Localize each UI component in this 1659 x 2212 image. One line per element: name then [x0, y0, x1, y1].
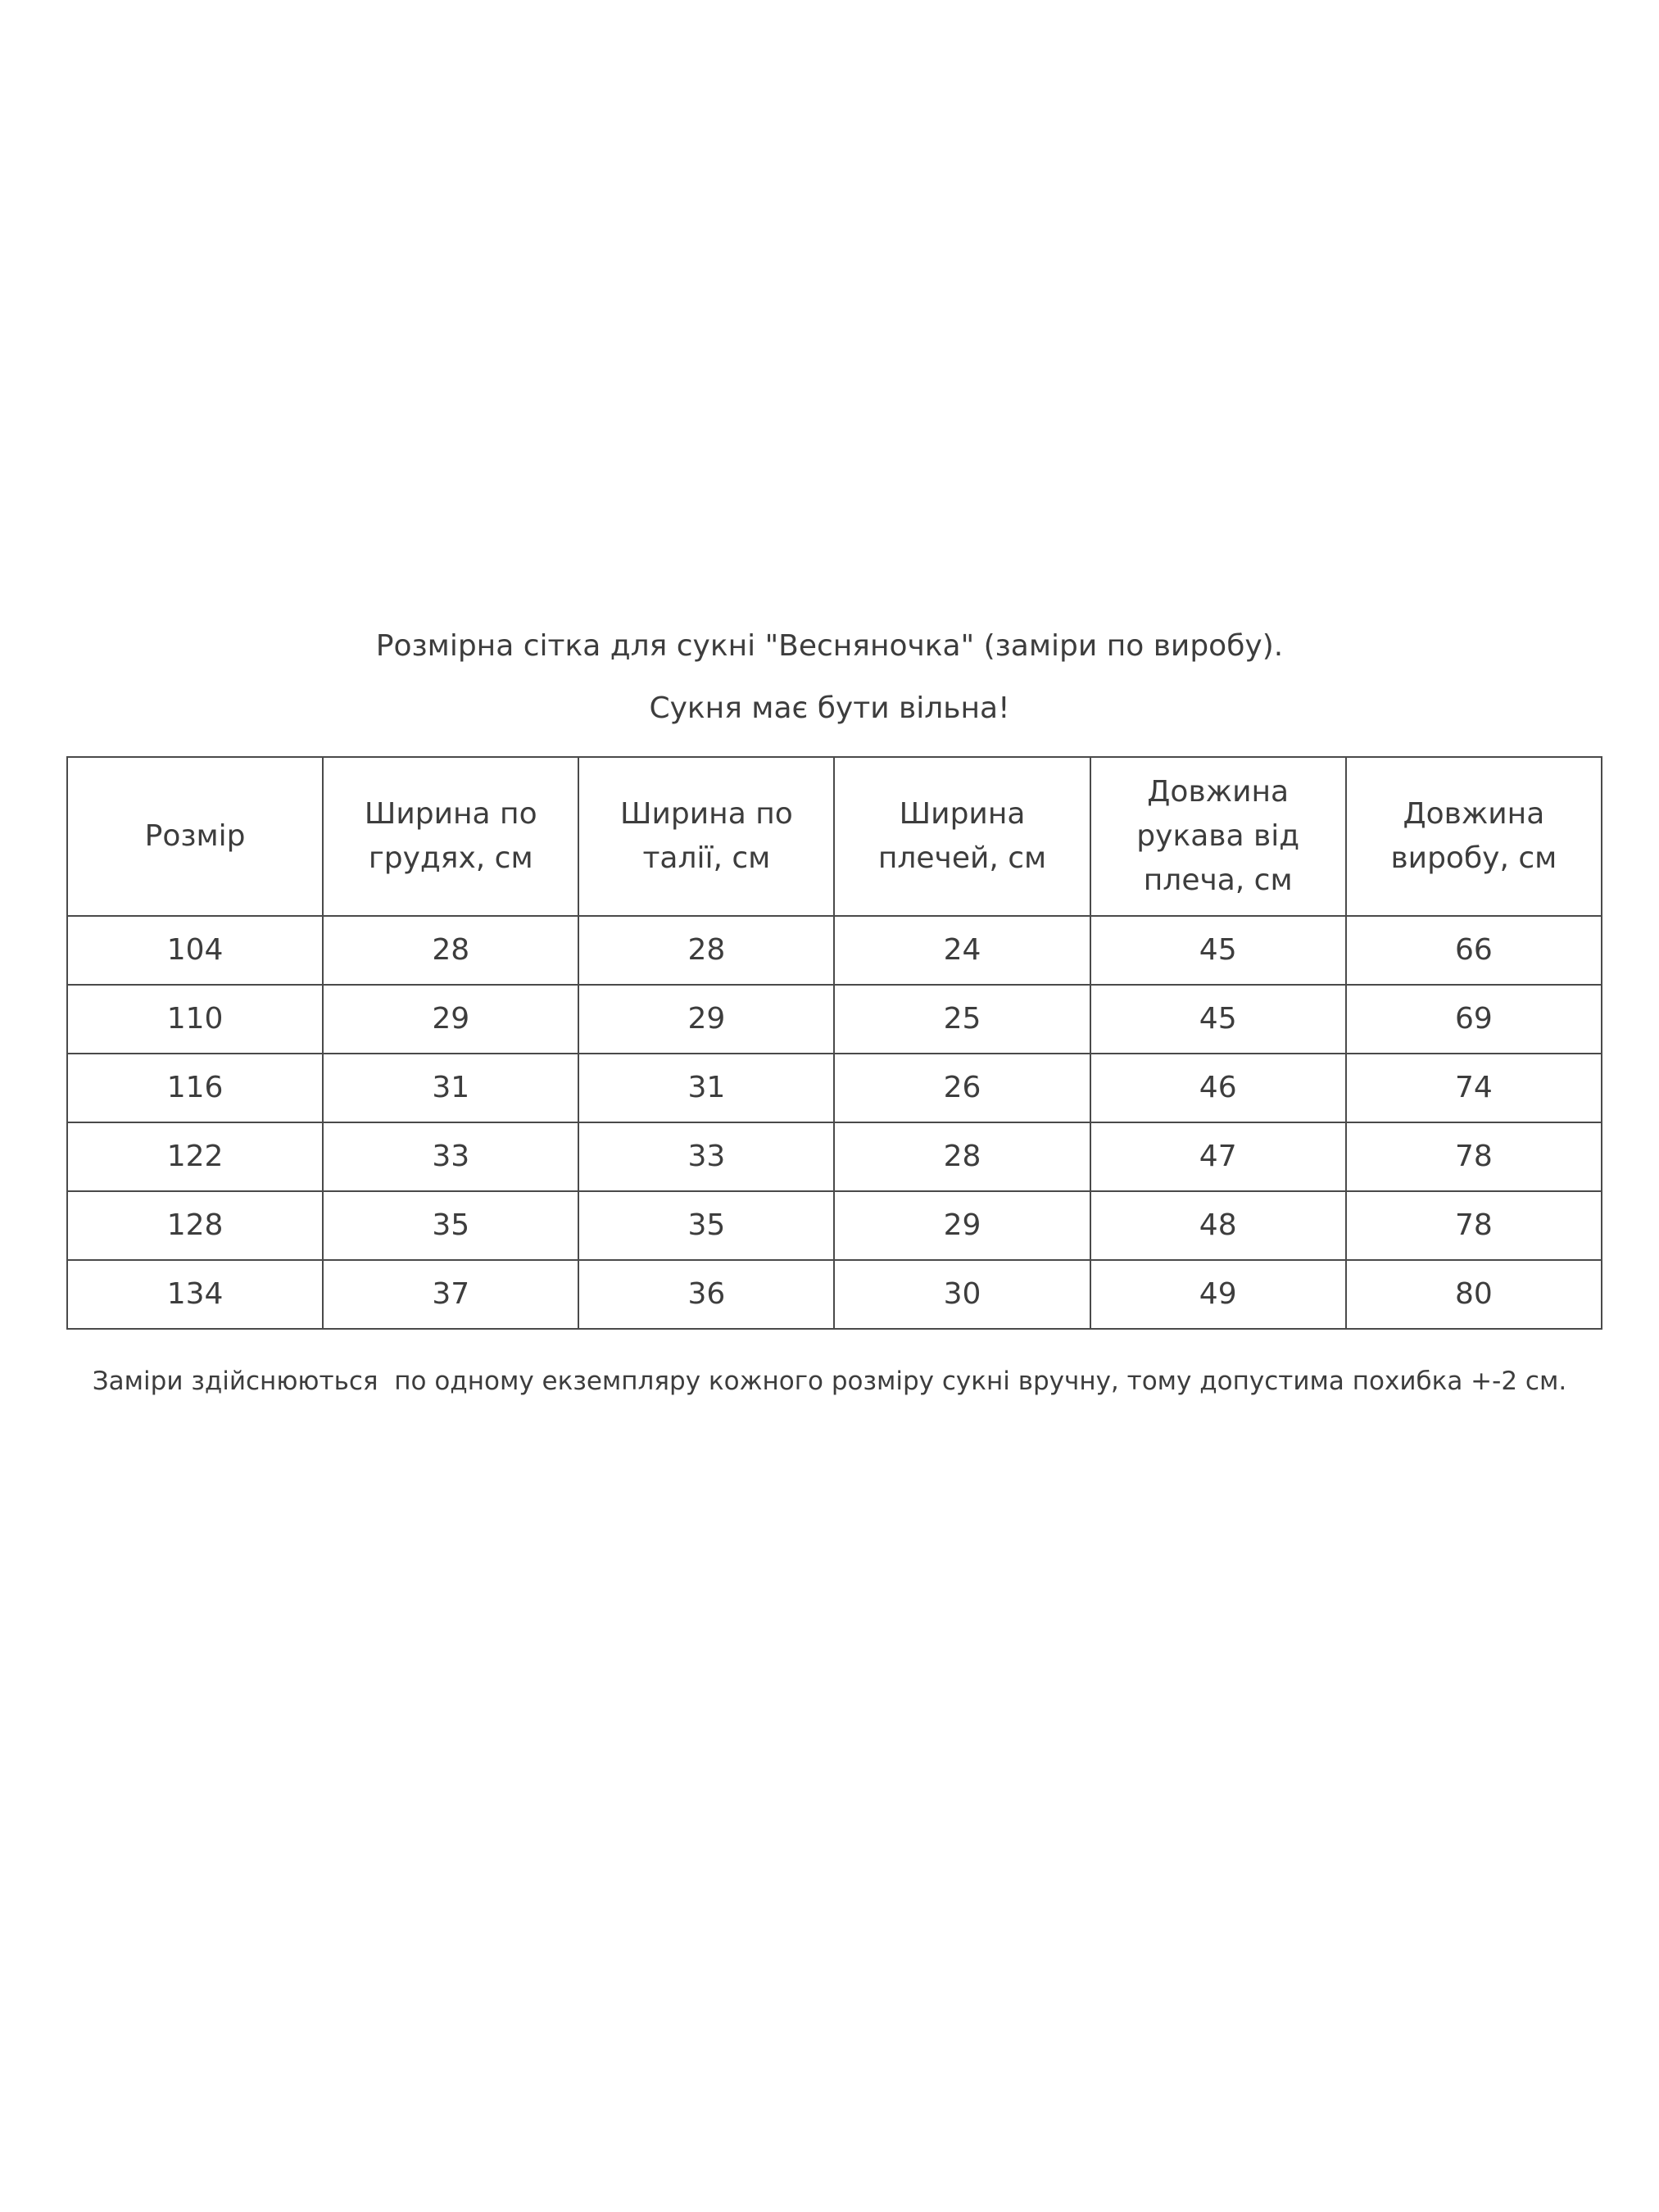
header-chest-width: Ширина по грудях, см — [323, 757, 578, 916]
page-subtitle: Сукня має бути вільна! — [649, 691, 1010, 725]
cell-chest-width: 37 — [323, 1260, 578, 1329]
cell-size: 116 — [67, 1054, 323, 1122]
table-row — [67, 985, 1602, 1054]
cell-sleeve-length: 47 — [1090, 1122, 1346, 1191]
cell-sleeve-length: 49 — [1090, 1260, 1346, 1329]
cell-chest-width: 35 — [323, 1191, 578, 1260]
header-size: Розмір — [67, 757, 323, 916]
cell-sleeve-length: 45 — [1090, 916, 1346, 985]
cell-garment-length: 69 — [1346, 985, 1602, 1054]
cell-size: 104 — [67, 916, 323, 985]
table-row — [67, 1260, 1602, 1329]
table-row — [67, 1191, 1602, 1260]
cell-size: 134 — [67, 1260, 323, 1329]
header-waist-width: Ширина по талії, см — [578, 757, 834, 916]
cell-sleeve-length: 48 — [1090, 1191, 1346, 1260]
cell-waist-width: 28 — [578, 916, 834, 985]
cell-shoulder-width: 30 — [834, 1260, 1090, 1329]
cell-size: 110 — [67, 985, 323, 1054]
cell-shoulder-width: 26 — [834, 1054, 1090, 1122]
cell-garment-length: 74 — [1346, 1054, 1602, 1122]
measurement-note: Заміри здійснюються по одному екземпляру кожного розміру сукні вручну, тому допустима похибка +-2 см. — [92, 1367, 1567, 1396]
cell-sleeve-length: 45 — [1090, 985, 1346, 1054]
cell-garment-length: 78 — [1346, 1191, 1602, 1260]
cell-garment-length: 78 — [1346, 1122, 1602, 1191]
cell-shoulder-width: 25 — [834, 985, 1090, 1054]
header-garment-length: Довжина виробу, см — [1346, 757, 1602, 916]
header-shoulder-width: Ширина плечей, см — [834, 757, 1090, 916]
cell-chest-width: 29 — [323, 985, 578, 1054]
cell-shoulder-width: 29 — [834, 1191, 1090, 1260]
header-sleeve-length: Довжина рукава від плеча, см — [1090, 757, 1346, 916]
cell-sleeve-length: 46 — [1090, 1054, 1346, 1122]
table-row — [67, 1122, 1602, 1191]
cell-chest-width: 31 — [323, 1054, 578, 1122]
cell-size: 122 — [67, 1122, 323, 1191]
page-title: Розмірна сітка для сукні "Весняночка" (заміри по виробу). — [375, 629, 1284, 663]
cell-waist-width: 33 — [578, 1122, 834, 1191]
cell-shoulder-width: 28 — [834, 1122, 1090, 1191]
cell-size: 128 — [67, 1191, 323, 1260]
cell-waist-width: 35 — [578, 1191, 834, 1260]
cell-garment-length: 66 — [1346, 916, 1602, 985]
cell-waist-width: 31 — [578, 1054, 834, 1122]
cell-waist-width: 36 — [578, 1260, 834, 1329]
cell-chest-width: 33 — [323, 1122, 578, 1191]
cell-shoulder-width: 24 — [834, 916, 1090, 985]
table-row — [67, 1054, 1602, 1122]
table-row — [67, 916, 1602, 985]
cell-garment-length: 80 — [1346, 1260, 1602, 1329]
table-header-row — [67, 757, 1602, 916]
cell-chest-width: 28 — [323, 916, 578, 985]
cell-waist-width: 29 — [578, 985, 834, 1054]
size-chart-table — [66, 756, 1602, 1330]
